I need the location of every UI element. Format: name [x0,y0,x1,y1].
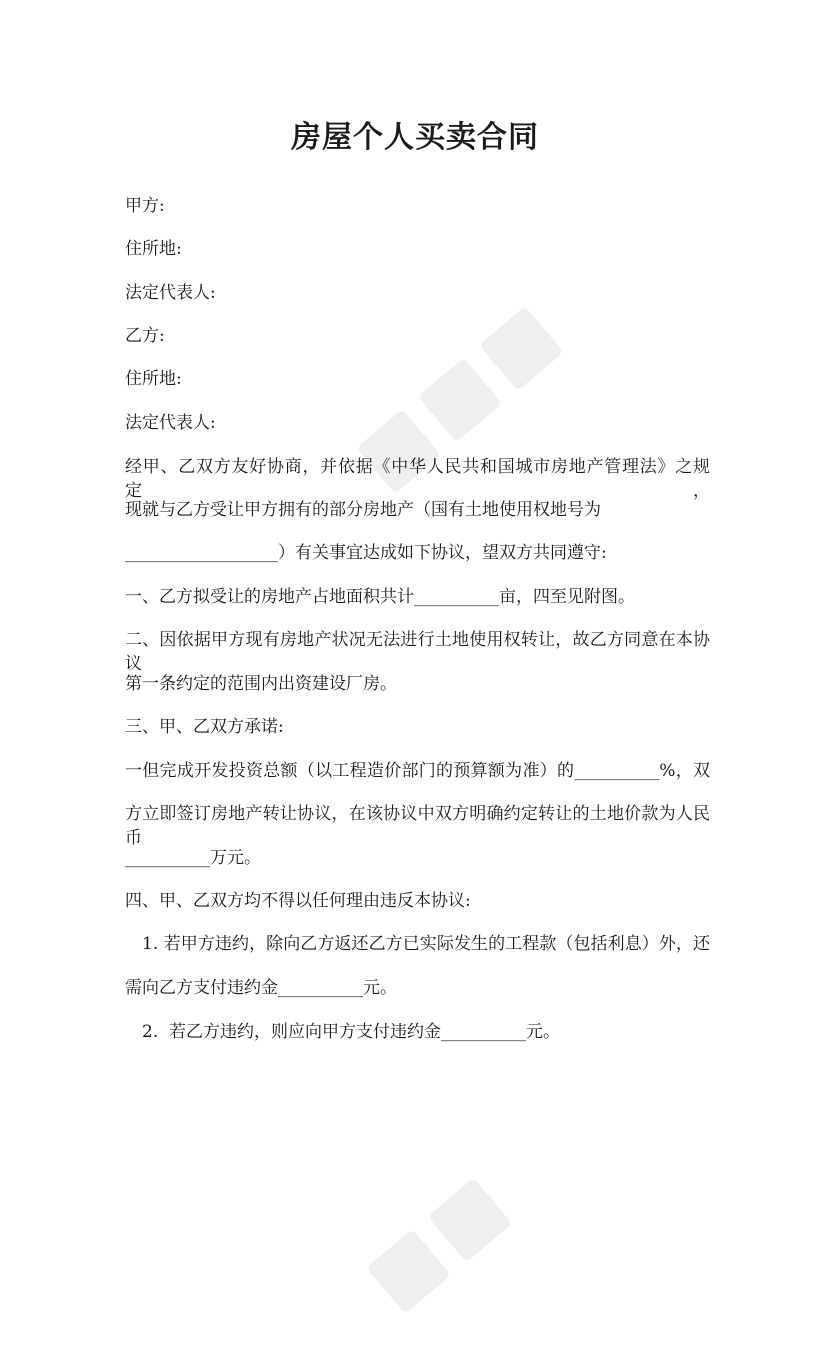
party-b-representative-label: 法定代表人: [125,413,216,433]
clause-4-item-continuation: 需向乙方支付违约金__________元。 [125,978,397,998]
party-b-label: 乙方: [125,326,165,346]
party-a-label: 甲方: [125,196,165,216]
preamble-line: 经甲、乙双方友好协商，并依据《中华人民共和国城市房地产管理法》之规定， [125,457,710,501]
watermark-seal-icon [340,1090,600,1350]
clause-2-line: 第一条约定的范围内出资建设厂房。 [125,674,397,694]
clause-3-heading: 三、甲、乙双方承诺: [125,717,284,737]
party-b-address-label: 住所地: [125,369,182,389]
clause-4-heading: 四、甲、乙双方均不得以任何理由违反本协议: [125,891,471,911]
clause-4-item: 2. 若乙方违约，则应向甲方支付违约金__________元。 [142,1022,561,1042]
clause-3-line: 方立即签订房地产转让协议，在该协议中双方明确约定转让的土地价款为人民币 [125,804,710,848]
party-a-representative-label: 法定代表人: [125,283,216,303]
preamble-line: __________________）有关事宜达成如下协议，望双方共同遵守: [125,543,607,563]
preamble-line: 现就与乙方受让甲方拥有的部分房地产（国有土地使用权地号为 [125,500,601,520]
clause-3-line: __________万元。 [125,848,261,868]
party-a-address-label: 住所地: [125,239,182,259]
clause-2-line: 二、因依据甲方现有房地产状况无法进行土地使用权转让，故乙方同意在本协议 [125,630,710,674]
clause-3-line: 一但完成开发投资总额（以工程造价部门的预算额为准）的__________%，双 [125,761,710,781]
clause-1: 一、乙方拟受让的房地产占地面积共计__________亩，四至见附图。 [125,587,635,607]
document-title: 房屋个人买卖合同 [291,120,539,155]
clause-4-item: 1. 若甲方违约，除向乙方返还乙方已实际发生的工程款（包括利息）外，还 [142,934,710,954]
